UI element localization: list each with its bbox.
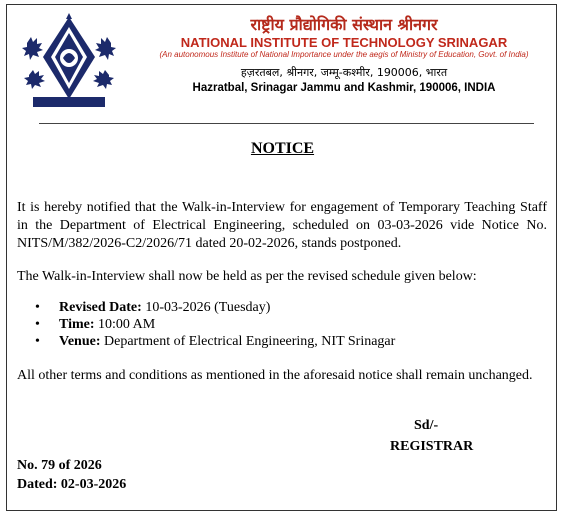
schedule-label: Venue: [59, 334, 101, 349]
schedule-value: Department of Electrical Engineering, NIT Srinagar [100, 334, 396, 349]
schedule-item-venue [35, 333, 545, 350]
institute-subtitle: (An autonomous Institute of National Importance under the aegis of Ministry of Education, Govt. of India) [159, 50, 529, 59]
schedule-value: 10-03-2026 (Tuesday) [141, 300, 271, 315]
reference-date: Dated: 02-03-2026 [17, 477, 127, 492]
schedule-list [35, 299, 545, 350]
signature-mark: Sd/- [414, 418, 439, 433]
schedule-value: 10:00 AM [94, 317, 156, 332]
institute-name-english: NATIONAL INSTITUTE OF TECHNOLOGY SRINAGAR [180, 35, 508, 50]
address-english: Hazratbal, Srinagar Jammu and Kashmir, 190006, INDIA [192, 82, 496, 94]
bullet-icon: • [35, 334, 40, 349]
institute-name-hindi: राष्ट्रीय प्रौद्योगिकी संस्थान श्रीनगर [250, 15, 438, 34]
schedule-label: Revised Date: [59, 300, 142, 315]
notice-paragraph-3: All other terms and conditions as mentioned in the aforesaid notice shall remain unchanged. [17, 368, 533, 383]
reference-number: No. 79 of 2026 [17, 458, 102, 473]
address-hindi: हज़रतबल, श्रीनगर, जम्मू-कश्मीर, 190006, भारत [240, 66, 448, 79]
bullet-icon: • [35, 317, 40, 332]
notice-title: NOTICE [250, 140, 315, 157]
notice-paragraph-1: It is hereby notified that the Walk-in-Interview for engagement of Temporary Teaching Staff in the Department of Electrical Engineering, scheduled on 03-03-2026 vide Notice No. NITS/M/382/2026-C2/2026/71 dated 20-02-2026, stands postponed. [17, 200, 547, 251]
institute-logo [19, 11, 127, 111]
header-divider [39, 123, 534, 124]
bullet-icon: • [35, 300, 40, 315]
signatory-title: REGISTRAR [390, 439, 474, 454]
notice-paragraph-2: The Walk-in-Interview shall now be held as per the revised schedule given below: [17, 269, 477, 284]
notice-page [6, 4, 557, 511]
schedule-item-date [35, 299, 545, 316]
schedule-item-time [35, 316, 545, 333]
schedule-label: Time: [59, 317, 95, 332]
